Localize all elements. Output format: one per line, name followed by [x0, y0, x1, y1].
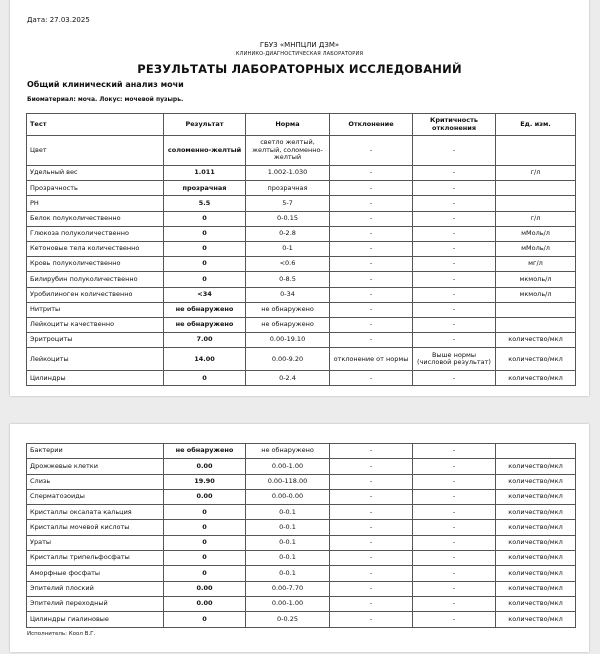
norm-cell: не обнаружено [246, 444, 330, 459]
unit-cell [496, 302, 576, 317]
col-header-norm: Норма [246, 114, 330, 136]
test-name-cell: Цвет [27, 136, 164, 166]
table-row [27, 459, 576, 474]
norm-cell: 0.00-118.00 [246, 474, 330, 489]
unit-cell [496, 444, 576, 459]
test-name-cell: Кристаллы трипельфосфаты [27, 551, 164, 566]
criticality-cell: - [413, 211, 496, 226]
table-row [27, 272, 576, 287]
table-row [27, 535, 576, 550]
result-cell: 0.00 [164, 581, 246, 596]
criticality-cell: - [413, 317, 496, 332]
criticality-cell: - [413, 241, 496, 256]
unit-cell: количество/мкл [496, 474, 576, 489]
table-row [27, 474, 576, 489]
test-name-cell: Кристаллы мочевой кислоты [27, 520, 164, 535]
unit-cell: мг/л [496, 257, 576, 272]
report-title: РЕЗУЛЬТАТЫ ЛАБОРАТОРНЫХ ИССЛЕДОВАНИЙ [137, 62, 462, 76]
test-name-cell: Кровь полуколичественно [27, 257, 164, 272]
norm-cell: 0-1 [246, 241, 330, 256]
test-name-cell: Лейкоциты [27, 348, 164, 371]
result-cell: 19.90 [164, 474, 246, 489]
table-row [27, 566, 576, 581]
unit-cell: количество/мкл [496, 551, 576, 566]
report-page-2 [10, 424, 589, 652]
criticality-cell: - [413, 226, 496, 241]
table-row [27, 520, 576, 535]
deviation-cell: - [330, 444, 413, 459]
table-row [27, 226, 576, 241]
norm-cell: 0-2.4 [246, 371, 330, 386]
result-cell: 0 [164, 612, 246, 627]
deviation-cell: - [330, 505, 413, 520]
col-header-result: Результат [164, 114, 246, 136]
unit-cell: количество/мкл [496, 348, 576, 371]
deviation-cell: - [330, 474, 413, 489]
norm-cell: 1.002-1.030 [246, 166, 330, 181]
criticality-cell: - [413, 596, 496, 611]
result-cell: 0 [164, 272, 246, 287]
result-cell: 7.00 [164, 333, 246, 348]
criticality-cell: - [413, 505, 496, 520]
deviation-cell: - [330, 520, 413, 535]
test-name-cell: Белок полуколичественно [27, 211, 164, 226]
unit-cell: количество/мкл [496, 612, 576, 627]
result-cell: 0.00 [164, 489, 246, 504]
test-name-cell: Билирубин полуколичественно [27, 272, 164, 287]
result-cell: 1.011 [164, 166, 246, 181]
result-cell: 14.00 [164, 348, 246, 371]
norm-cell: 0-0.1 [246, 566, 330, 581]
criticality-cell: - [413, 551, 496, 566]
unit-cell: количество/мкл [496, 596, 576, 611]
test-name-cell: Эпителий переходный [27, 596, 164, 611]
result-cell: 0 [164, 551, 246, 566]
norm-cell: 0-0.15 [246, 211, 330, 226]
result-cell: 0 [164, 226, 246, 241]
deviation-cell: - [330, 287, 413, 302]
result-cell: 0 [164, 241, 246, 256]
table-row [27, 136, 576, 166]
test-name-cell: Уробилиноген количественно [27, 287, 164, 302]
results-table-2 [26, 443, 576, 628]
result-cell: не обнаружено [164, 317, 246, 332]
result-cell: <34 [164, 287, 246, 302]
norm-cell: 0-0.1 [246, 551, 330, 566]
norm-cell: 0.00-9.20 [246, 348, 330, 371]
analysis-name: Общий клинический анализ мочи [27, 80, 184, 89]
criticality-cell: - [413, 612, 496, 627]
unit-cell: мМоль/л [496, 226, 576, 241]
unit-cell: г/л [496, 211, 576, 226]
result-cell: 0 [164, 520, 246, 535]
org-subtitle: КЛИНИКО-ДИАГНОСТИЧЕСКАЯ ЛАБОРАТОРИЯ [235, 51, 364, 57]
deviation-cell: - [330, 317, 413, 332]
unit-cell: количество/мкл [496, 566, 576, 581]
test-name-cell: Аморфные фосфаты [27, 566, 164, 581]
norm-cell: не обнаружено [246, 302, 330, 317]
table-row [27, 444, 576, 459]
results-table-1 [26, 113, 576, 386]
deviation-cell: - [330, 551, 413, 566]
criticality-cell: - [413, 272, 496, 287]
norm-cell: 0-0.25 [246, 612, 330, 627]
test-name-cell: Кетоновые тела количественно [27, 241, 164, 256]
unit-cell: количество/мкл [496, 371, 576, 386]
test-name-cell: Лейкоциты качественно [27, 317, 164, 332]
table-row [27, 596, 576, 611]
deviation-cell: - [330, 596, 413, 611]
table-row [27, 505, 576, 520]
norm-cell: 5-7 [246, 196, 330, 211]
unit-cell: количество/мкл [496, 581, 576, 596]
norm-cell: 0.00-0.00 [246, 489, 330, 504]
deviation-cell: - [330, 612, 413, 627]
table-row [27, 317, 576, 332]
norm-cell: 0.00-19.10 [246, 333, 330, 348]
table-row [27, 551, 576, 566]
criticality-cell: - [413, 581, 496, 596]
criticality-cell: - [413, 333, 496, 348]
unit-cell: количество/мкл [496, 489, 576, 504]
unit-cell: мкмоль/л [496, 272, 576, 287]
test-name-cell: Кристаллы оксалата кальция [27, 505, 164, 520]
criticality-cell: - [413, 520, 496, 535]
test-name-cell: Слизь [27, 474, 164, 489]
unit-cell: количество/мкл [496, 333, 576, 348]
table-row [27, 348, 576, 371]
deviation-cell: - [330, 166, 413, 181]
unit-cell: количество/мкл [496, 505, 576, 520]
test-name-cell: Удельный вес [27, 166, 164, 181]
result-cell: 0 [164, 211, 246, 226]
table-row [27, 287, 576, 302]
test-name-cell: Глюкоза полуколичественно [27, 226, 164, 241]
col-header-unit: Ед. изм. [496, 114, 576, 136]
table-row [27, 241, 576, 256]
norm-cell: <0.6 [246, 257, 330, 272]
table-row [27, 371, 576, 386]
test-name-cell: Цилиндры гиалиновые [27, 612, 164, 627]
test-name-cell: PH [27, 196, 164, 211]
table-row [27, 211, 576, 226]
deviation-cell: - [330, 566, 413, 581]
deviation-cell: - [330, 226, 413, 241]
criticality-cell: - [413, 535, 496, 550]
norm-cell: не обнаружено [246, 317, 330, 332]
result-cell: 0 [164, 566, 246, 581]
unit-cell [496, 181, 576, 196]
deviation-cell: - [330, 196, 413, 211]
test-name-cell: Сперматозоиды [27, 489, 164, 504]
norm-cell: 0-8.5 [246, 272, 330, 287]
test-name-cell: Дрожжевые клетки [27, 459, 164, 474]
result-cell: 0 [164, 535, 246, 550]
table-row [27, 166, 576, 181]
criticality-cell: - [413, 257, 496, 272]
deviation-cell: - [330, 333, 413, 348]
deviation-cell: отклонение от нормы [330, 348, 413, 371]
criticality-cell: Выше нормы (числовой результат) [413, 348, 496, 371]
result-cell: 0 [164, 371, 246, 386]
executor-signature: Исполнитель: Коол В.Г. [27, 631, 96, 637]
test-name-cell: Прозрачность [27, 181, 164, 196]
norm-cell: 0.00-7.70 [246, 581, 330, 596]
table-row [27, 333, 576, 348]
criticality-cell: - [413, 166, 496, 181]
test-name-cell: Эритроциты [27, 333, 164, 348]
unit-cell [496, 136, 576, 166]
criticality-cell: - [413, 489, 496, 504]
org-name: ГБУЗ «МНПЦЛИ ДЗМ» [259, 41, 340, 49]
unit-cell: количество/мкл [496, 535, 576, 550]
norm-cell: 0-34 [246, 287, 330, 302]
test-name-cell: Эпителий плоский [27, 581, 164, 596]
deviation-cell: - [330, 581, 413, 596]
report-page-1 [10, 0, 589, 396]
criticality-cell: - [413, 287, 496, 302]
result-cell: 0.00 [164, 459, 246, 474]
result-cell: соломенно-желтый [164, 136, 246, 166]
table-row [27, 612, 576, 627]
deviation-cell: - [330, 371, 413, 386]
criticality-cell: - [413, 302, 496, 317]
test-name-cell: Ураты [27, 535, 164, 550]
norm-cell: 0-0.1 [246, 535, 330, 550]
biomaterial-info: Биоматериал: моча. Локус: мочевой пузырь. [27, 96, 184, 103]
criticality-cell: - [413, 459, 496, 474]
col-header-test: Тест [27, 114, 164, 136]
deviation-cell: - [330, 211, 413, 226]
deviation-cell: - [330, 535, 413, 550]
report-date: Дата: 27.03.2025 [27, 16, 90, 24]
norm-cell: прозрачная [246, 181, 330, 196]
deviation-cell: - [330, 257, 413, 272]
test-name-cell: Цилиндры [27, 371, 164, 386]
table-header-row [27, 114, 576, 136]
result-cell: 0 [164, 257, 246, 272]
unit-cell: мкмоль/л [496, 287, 576, 302]
test-name-cell: Бактерии [27, 444, 164, 459]
deviation-cell: - [330, 302, 413, 317]
result-cell: 0 [164, 505, 246, 520]
criticality-cell: - [413, 371, 496, 386]
deviation-cell: - [330, 489, 413, 504]
norm-cell: 0-0.1 [246, 505, 330, 520]
table-row [27, 181, 576, 196]
deviation-cell: - [330, 272, 413, 287]
norm-cell: 0-2.8 [246, 226, 330, 241]
col-header-criticality: Критичность отклонения [413, 114, 496, 136]
norm-cell: 0.00-1.00 [246, 459, 330, 474]
unit-cell [496, 196, 576, 211]
criticality-cell: - [413, 196, 496, 211]
unit-cell [496, 317, 576, 332]
table-row [27, 196, 576, 211]
test-name-cell: Нитриты [27, 302, 164, 317]
col-header-deviation: Отклонение [330, 114, 413, 136]
unit-cell: количество/мкл [496, 459, 576, 474]
criticality-cell: - [413, 444, 496, 459]
deviation-cell: - [330, 181, 413, 196]
result-cell: 5.5 [164, 196, 246, 211]
norm-cell: светло желтый, желтый, соломенно-желтый [246, 136, 330, 166]
norm-cell: 0.00-1.00 [246, 596, 330, 611]
unit-cell: количество/мкл [496, 520, 576, 535]
deviation-cell: - [330, 241, 413, 256]
table-row [27, 581, 576, 596]
criticality-cell: - [413, 474, 496, 489]
norm-cell: 0-0.1 [246, 520, 330, 535]
deviation-cell: - [330, 459, 413, 474]
result-cell: не обнаружено [164, 444, 246, 459]
result-cell: не обнаружено [164, 302, 246, 317]
table-row [27, 489, 576, 504]
criticality-cell: - [413, 181, 496, 196]
criticality-cell: - [413, 566, 496, 581]
criticality-cell: - [413, 136, 496, 166]
result-cell: прозрачная [164, 181, 246, 196]
table-row [27, 257, 576, 272]
table-row [27, 302, 576, 317]
unit-cell: мМоль/л [496, 241, 576, 256]
unit-cell: г/л [496, 166, 576, 181]
deviation-cell: - [330, 136, 413, 166]
result-cell: 0.00 [164, 596, 246, 611]
